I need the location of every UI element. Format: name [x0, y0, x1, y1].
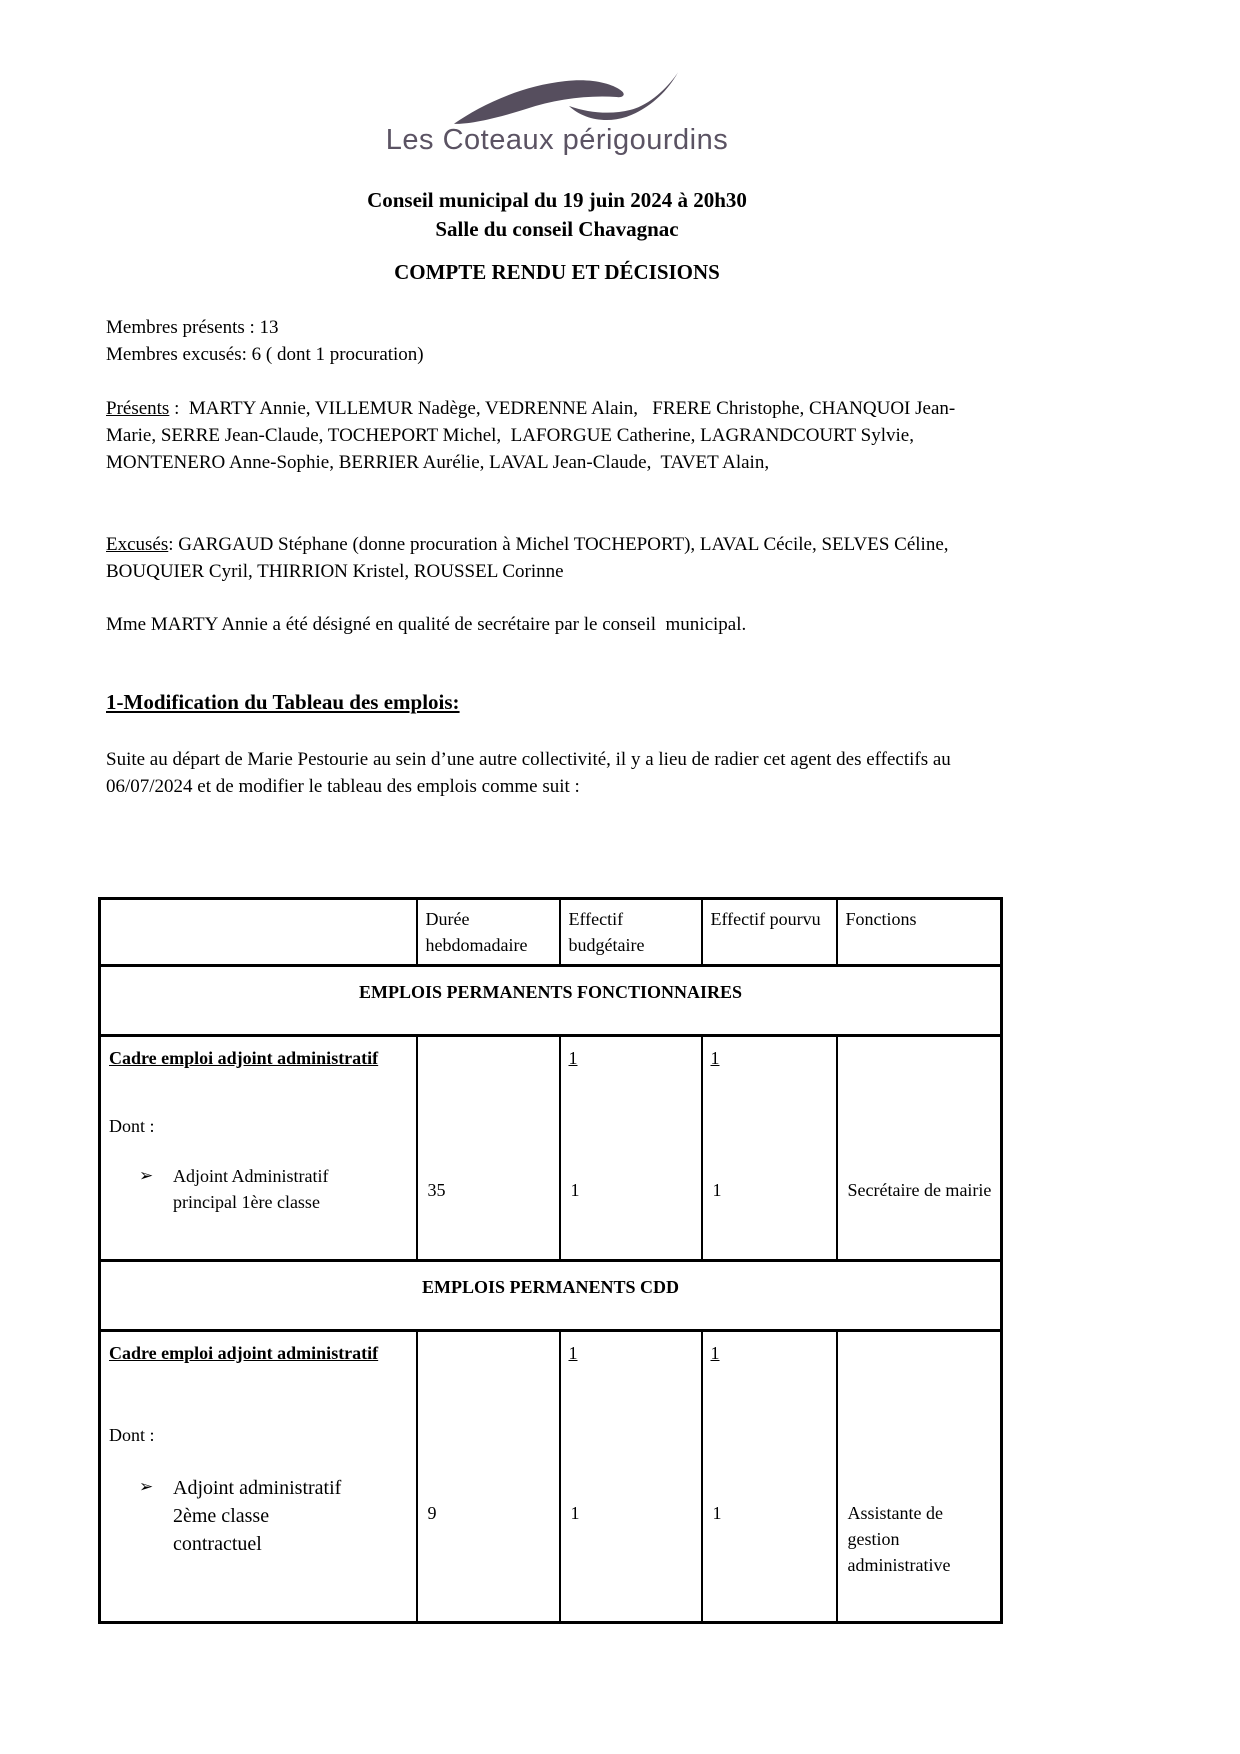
- excuses-paragraph: [106, 531, 968, 585]
- presents-names: MARTY Annie, VILLEMUR Nadège, VEDRENNE Alain, FRERE Christophe, CHANQUOI Jean-Marie, SERRE Jean-Claude, TOCHEPORT Michel, LAFORGUE Catherine, LAGRANDCOURT Sylvie, MONTENERO Anne-Sophie, BERRIER Aurélie, LAVAL Jean-Claude, TAVET Alain,: [106, 398, 956, 473]
- row2-budgetaire-value: 1: [570, 1503, 580, 1523]
- table-header-pourvu: Effectif pourvu: [702, 899, 837, 966]
- row1-dont-label: Dont :: [109, 1116, 155, 1136]
- arrow-bullet-icon: ➢: [139, 1477, 154, 1496]
- row1-item-label: Adjoint Administratif principal 1ère classe: [173, 1166, 329, 1212]
- row1-bullet-line: [109, 1163, 408, 1215]
- row1-fonction-cell: [837, 1036, 1002, 1261]
- row1-cadre-title: Cadre emploi adjoint administratif: [109, 1048, 379, 1068]
- table-header-budgetaire: Effectif budgétaire: [560, 899, 702, 966]
- row2-description-cell: [100, 1331, 417, 1623]
- banner-fonctionnaires-row: [100, 966, 1002, 1036]
- row2-budgetaire-total: 1: [568, 1343, 578, 1363]
- attendance-block: [106, 314, 424, 368]
- row2-bullet-line: [109, 1474, 408, 1558]
- row1-budgetaire-cell: [560, 1036, 702, 1261]
- presents-paragraph: [106, 395, 968, 476]
- section1-intro: Suite au départ de Marie Pestourie au sein d’une autre collectivité, il y a lieu de radier cet agent des effectifs au 06/07/2024 et de modifier le tableau des emplois comme suit :: [106, 749, 956, 797]
- table-row: [100, 1331, 1002, 1623]
- banner-fonctionnaires: EMPLOIS PERMANENTS FONCTIONNAIRES: [100, 966, 1002, 1036]
- row2-fonction-cell: [837, 1331, 1002, 1623]
- row2-cadre-title: Cadre emploi adjoint administratif: [109, 1343, 379, 1363]
- meeting-title-line1: Conseil municipal du 19 juin 2024 à 20h30: [367, 188, 747, 212]
- table-header-duree: Durée hebdomadaire: [417, 899, 560, 966]
- presents-separator: :: [169, 398, 189, 419]
- excuses-names: GARGAUD Stéphane (donne procuration à Michel TOCHEPORT), LAVAL Cécile, SELVES Céline, BOUQUIER Cyril, THIRRION Kristel, ROUSSEL Corinne: [106, 534, 954, 582]
- banner-cdd-row: [100, 1261, 1002, 1331]
- row1-budgetaire-value: 1: [570, 1180, 580, 1200]
- row1-description-cell: [100, 1036, 417, 1261]
- arrow-bullet-icon: ➢: [139, 1166, 154, 1185]
- excuses-label: Excusés: [106, 534, 169, 555]
- table-row: [100, 1036, 1002, 1261]
- row2-item-label: Adjoint administratif 2ème classe contractuel: [173, 1477, 342, 1555]
- section1-heading-text: 1-Modification du Tableau des emplois:: [106, 690, 460, 714]
- row2-fonction-value: Assistante de gestion administrative: [847, 1503, 951, 1575]
- row2-pourvu-total: 1: [710, 1343, 720, 1363]
- row1-duree-cell: [417, 1036, 560, 1261]
- meeting-title: [106, 186, 1008, 244]
- excuses-separator: :: [168, 534, 179, 555]
- banner-cdd: EMPLOIS PERMANENTS CDD: [100, 1261, 1002, 1331]
- row2-duree-value: 9: [427, 1503, 437, 1523]
- presents-label: Présents: [106, 398, 170, 419]
- row2-pourvu-value: 1: [712, 1503, 722, 1523]
- table-header-row: [100, 899, 1002, 966]
- excused-count-line: Membres excusés: 6 ( dont 1 procuration): [106, 344, 424, 365]
- row1-fonction-value: Secrétaire de mairie: [847, 1180, 992, 1200]
- row1-pourvu-total: 1: [710, 1048, 720, 1068]
- row2-pourvu-cell: [702, 1331, 837, 1623]
- present-count-line: Membres présents : 13: [106, 317, 279, 338]
- row1-budgetaire-total: 1: [568, 1048, 578, 1068]
- row2-dont-label: Dont :: [109, 1425, 155, 1445]
- document-subtitle: COMPTE RENDU ET DÉCISIONS: [394, 260, 720, 284]
- row1-duree-value: 35: [427, 1180, 446, 1200]
- table-header-fonctions: Fonctions: [837, 899, 1002, 966]
- table-header-empty-cell: [100, 899, 417, 966]
- row2-duree-cell: [417, 1331, 560, 1623]
- row1-pourvu-cell: [702, 1036, 837, 1261]
- logo-text: Les Coteaux périgourdins: [385, 124, 729, 156]
- emplois-table: [98, 897, 1003, 1624]
- row2-budgetaire-cell: [560, 1331, 702, 1623]
- secretary-note: Mme MARTY Annie a été désigné en qualité de secrétaire par le conseil municipal.: [106, 614, 747, 635]
- section1-heading: [106, 690, 460, 715]
- meeting-title-line2: Salle du conseil Chavagnac: [435, 217, 679, 241]
- row1-pourvu-value: 1: [712, 1180, 722, 1200]
